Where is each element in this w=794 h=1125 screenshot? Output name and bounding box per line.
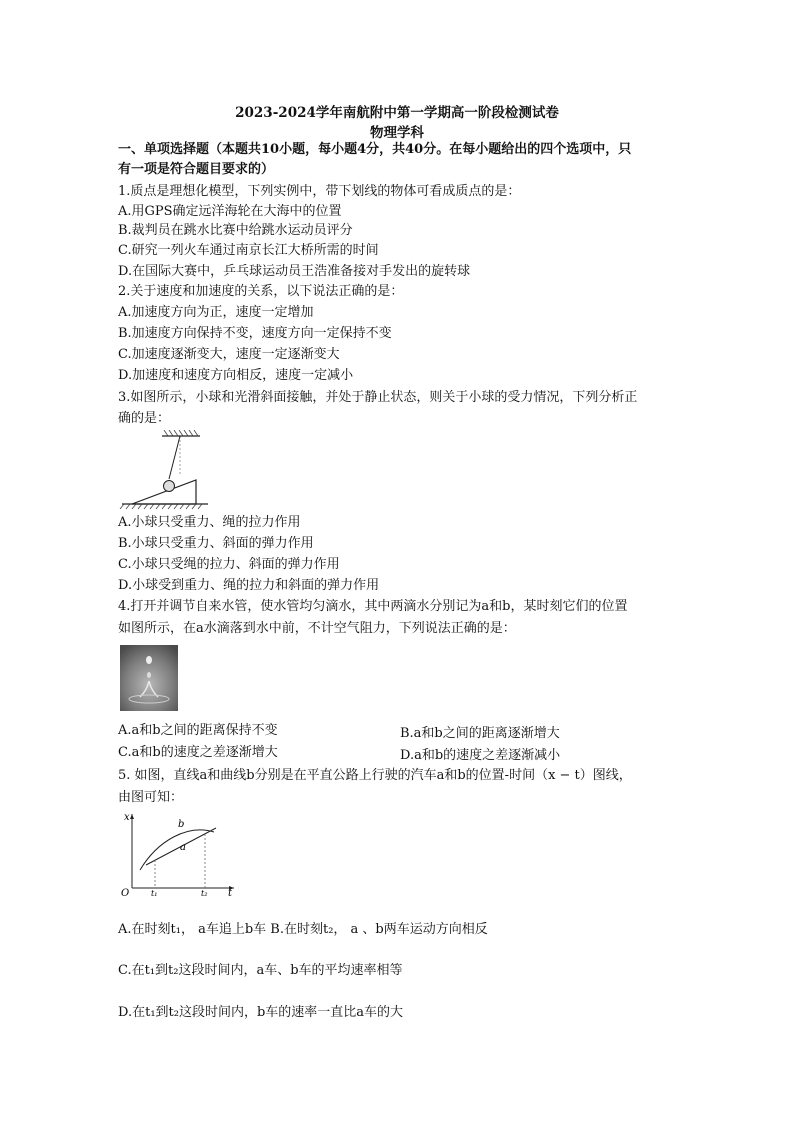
curve-b-label: b [178,819,185,830]
origin-label: O [121,888,130,896]
exam-title: 2023-2024学年南航附中第一学期高一阶段检测试卷 [235,105,559,121]
t-axis-label: t [228,888,233,896]
q4-water-drop-photo [120,645,178,711]
x-axis-label: x [124,812,130,823]
q1-option-b: B.裁判员在跳水比赛中给跳水运动员评分 [118,223,353,238]
q1-option-c: C.研究一列火车通过南京长江大桥所需的时间 [118,243,379,258]
q3-stem-line2: 确的是： [118,411,171,426]
q5-position-time-graph [118,810,238,896]
q4-stem-line1: 4.打开并调节自来水管，使水管均匀滴水，其中两滴水分别记为a和b，某时刻它们的位置 [118,599,628,614]
q4-stem-line2: 如图所示，在a水滴落到水中前，不计空气阻力，下列说法正确的是： [118,621,516,636]
line-a-label: a [180,842,186,853]
q5-option-ab: A.在时刻t₁， a车追上b车 B.在时刻t₂， a 、b两车运动方向相反 [118,922,488,937]
x-axis-arrow [130,814,134,819]
q2-stem: 2.关于速度和加速度的关系，以下说法正确的是： [118,284,404,299]
q1-stem: 1.质点是理想化模型，下列实例中，带下划线的物体可看成质点的是： [118,184,521,199]
q3-option-c: C.小球只受绳的拉力、斜面的弹力作用 [118,557,340,572]
q4-option-c: C.a和b的速度之差逐渐增大 [118,745,278,760]
q4-option-b: B.a和b之间的距离逐渐增大 [400,726,560,741]
q2-option-d: D.加速度和速度方向相反，速度一定减小 [118,368,354,383]
q1-option-d: D.在国际大赛中，乒乓球运动员王浩准备接对手发出的旋转球 [118,264,471,279]
q3-option-d: D.小球受到重力、绳的拉力和斜面的弹力作用 [118,578,380,593]
t2-label: t₂ [201,889,208,896]
section-heading-line2: 有一项是符合题目要求的） [118,162,275,177]
q3-option-b: B.小球只受重力、斜面的弹力作用 [118,536,314,551]
q4-option-a: A.a和b之间的距离保持不变 [118,723,278,738]
q5-stem-line2: 由图可知： [118,790,184,805]
q5-stem-line1: 5. 如图，直线a和曲线b分别是在平直公路上行驶的汽车a和b的位置-时间（x − t）图线， [118,768,632,783]
ground-hatch [120,504,202,509]
q2-option-a: A.加速度方向为正，速度一定增加 [118,305,314,320]
ball [164,481,175,492]
q1-option-a: A.用GPS确定远洋海轮在大海中的位置 [118,204,342,219]
drop-a [146,656,152,664]
q3-stem-line1: 3.如图所示，小球和光滑斜面接触，并处于静止状态，则关于小球的受力情况，下列分析正 [118,390,638,405]
q2-option-b: B.加速度方向保持不变，速度方向一定保持不变 [118,326,392,341]
exam-subject: 物理学科 [370,125,424,141]
q3-option-a: A.小球只受重力、绳的拉力作用 [118,515,301,530]
curve-b [140,830,214,870]
q2-option-c: C.加速度逐渐变大，速度一定逐渐变大 [118,347,340,362]
drop-b [147,672,151,678]
rope [169,436,180,479]
q5-option-d: D.在t₁到t₂这段时间内，b车的速率一直比a车的大 [118,1005,404,1020]
ceiling-hatch [164,430,198,436]
q3-incline-figure [118,430,208,510]
q5-option-c: C.在t₁到t₂这段时间内，a车、b车的平均速率相等 [118,963,403,978]
section-heading-line1: 一、单项选择题（本题共10小题，每小题4分，共40分。在每小题给出的四个选项中，只 [118,142,632,157]
t1-label: t₁ [151,889,158,896]
q4-option-d: D.a和b的速度之差逐渐减小 [400,748,561,763]
